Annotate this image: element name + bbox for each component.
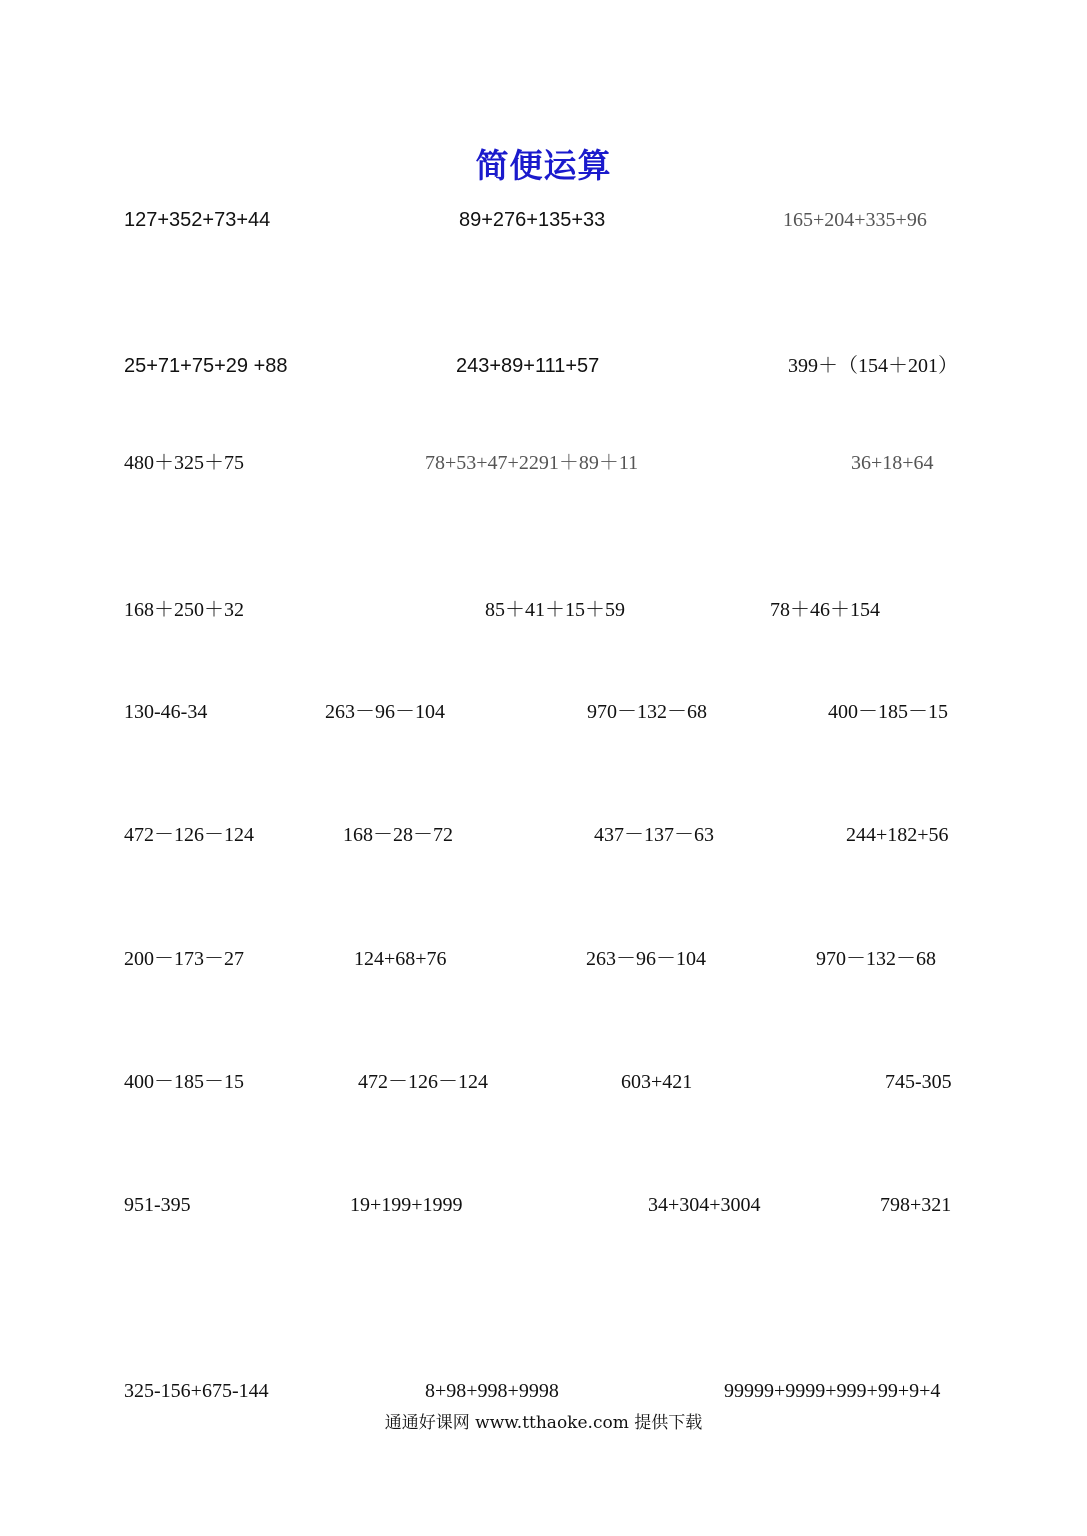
- problem-r2-c1: 25+71+75+29 +88: [124, 355, 288, 377]
- problem-r9-c4: 798+321: [880, 1194, 952, 1216]
- problem-r3-c3: 36+18+64: [851, 452, 934, 474]
- problem-r7-c1: 200－173－27: [124, 948, 244, 970]
- problem-r2-c3: 399＋（154＋201）: [788, 355, 958, 377]
- problem-r6-c3: 437－137－63: [594, 824, 714, 846]
- problem-r2-c2: 243+89+111+57: [456, 355, 600, 377]
- problem-r3-c2: 78+53+47+2291＋89＋11: [425, 452, 639, 474]
- problem-r9-c3: 34+304+3004: [648, 1194, 761, 1216]
- problem-r6-c1: 472－126－124: [124, 824, 254, 846]
- problem-r9-c1: 951-395: [124, 1194, 191, 1216]
- problem-r5-c3: 970－132－68: [587, 701, 707, 723]
- problem-r10-c3: 99999+9999+999+99+9+4: [724, 1380, 941, 1402]
- problem-r7-c4: 970－132－68: [816, 948, 936, 970]
- problem-r7-c3: 263－96－104: [586, 948, 706, 970]
- problem-r5-c4: 400－185－15: [828, 701, 948, 723]
- problem-r6-c4: 244+182+56: [846, 824, 949, 846]
- problem-r6-c2: 168－28－72: [343, 824, 453, 846]
- problem-r8-c2: 472－126－124: [358, 1071, 488, 1093]
- problem-r4-c1: 168＋250＋32: [124, 599, 244, 621]
- problem-r5-c1: 130-46-34: [124, 701, 208, 723]
- problem-r7-c2: 124+68+76: [354, 948, 447, 970]
- problem-r10-c2: 8+98+998+9998: [425, 1380, 559, 1402]
- problem-r8-c3: 603+421: [621, 1071, 693, 1093]
- problem-r3-c1: 480＋325＋75: [124, 452, 244, 474]
- problem-r8-c4: 745-305: [885, 1071, 952, 1093]
- problem-r9-c2: 19+199+1999: [350, 1194, 463, 1216]
- problem-r4-c3: 78＋46＋154: [770, 599, 880, 621]
- problem-r8-c1: 400－185－15: [124, 1071, 244, 1093]
- problem-r10-c1: 325-156+675-144: [124, 1380, 269, 1402]
- footer-source-note: 通通好课网 www.tthaoke.com 提供下载: [384, 1413, 703, 1433]
- page-title: 简便运算: [475, 146, 612, 185]
- problem-r4-c2: 85＋41＋15＋59: [485, 599, 625, 621]
- problem-r1-c1: 127+352+73+44: [124, 209, 271, 231]
- problem-r5-c2: 263－96－104: [325, 701, 445, 723]
- problem-r1-c3: 165+204+335+96: [783, 209, 927, 231]
- problem-r1-c2: 89+276+135+33: [459, 209, 606, 231]
